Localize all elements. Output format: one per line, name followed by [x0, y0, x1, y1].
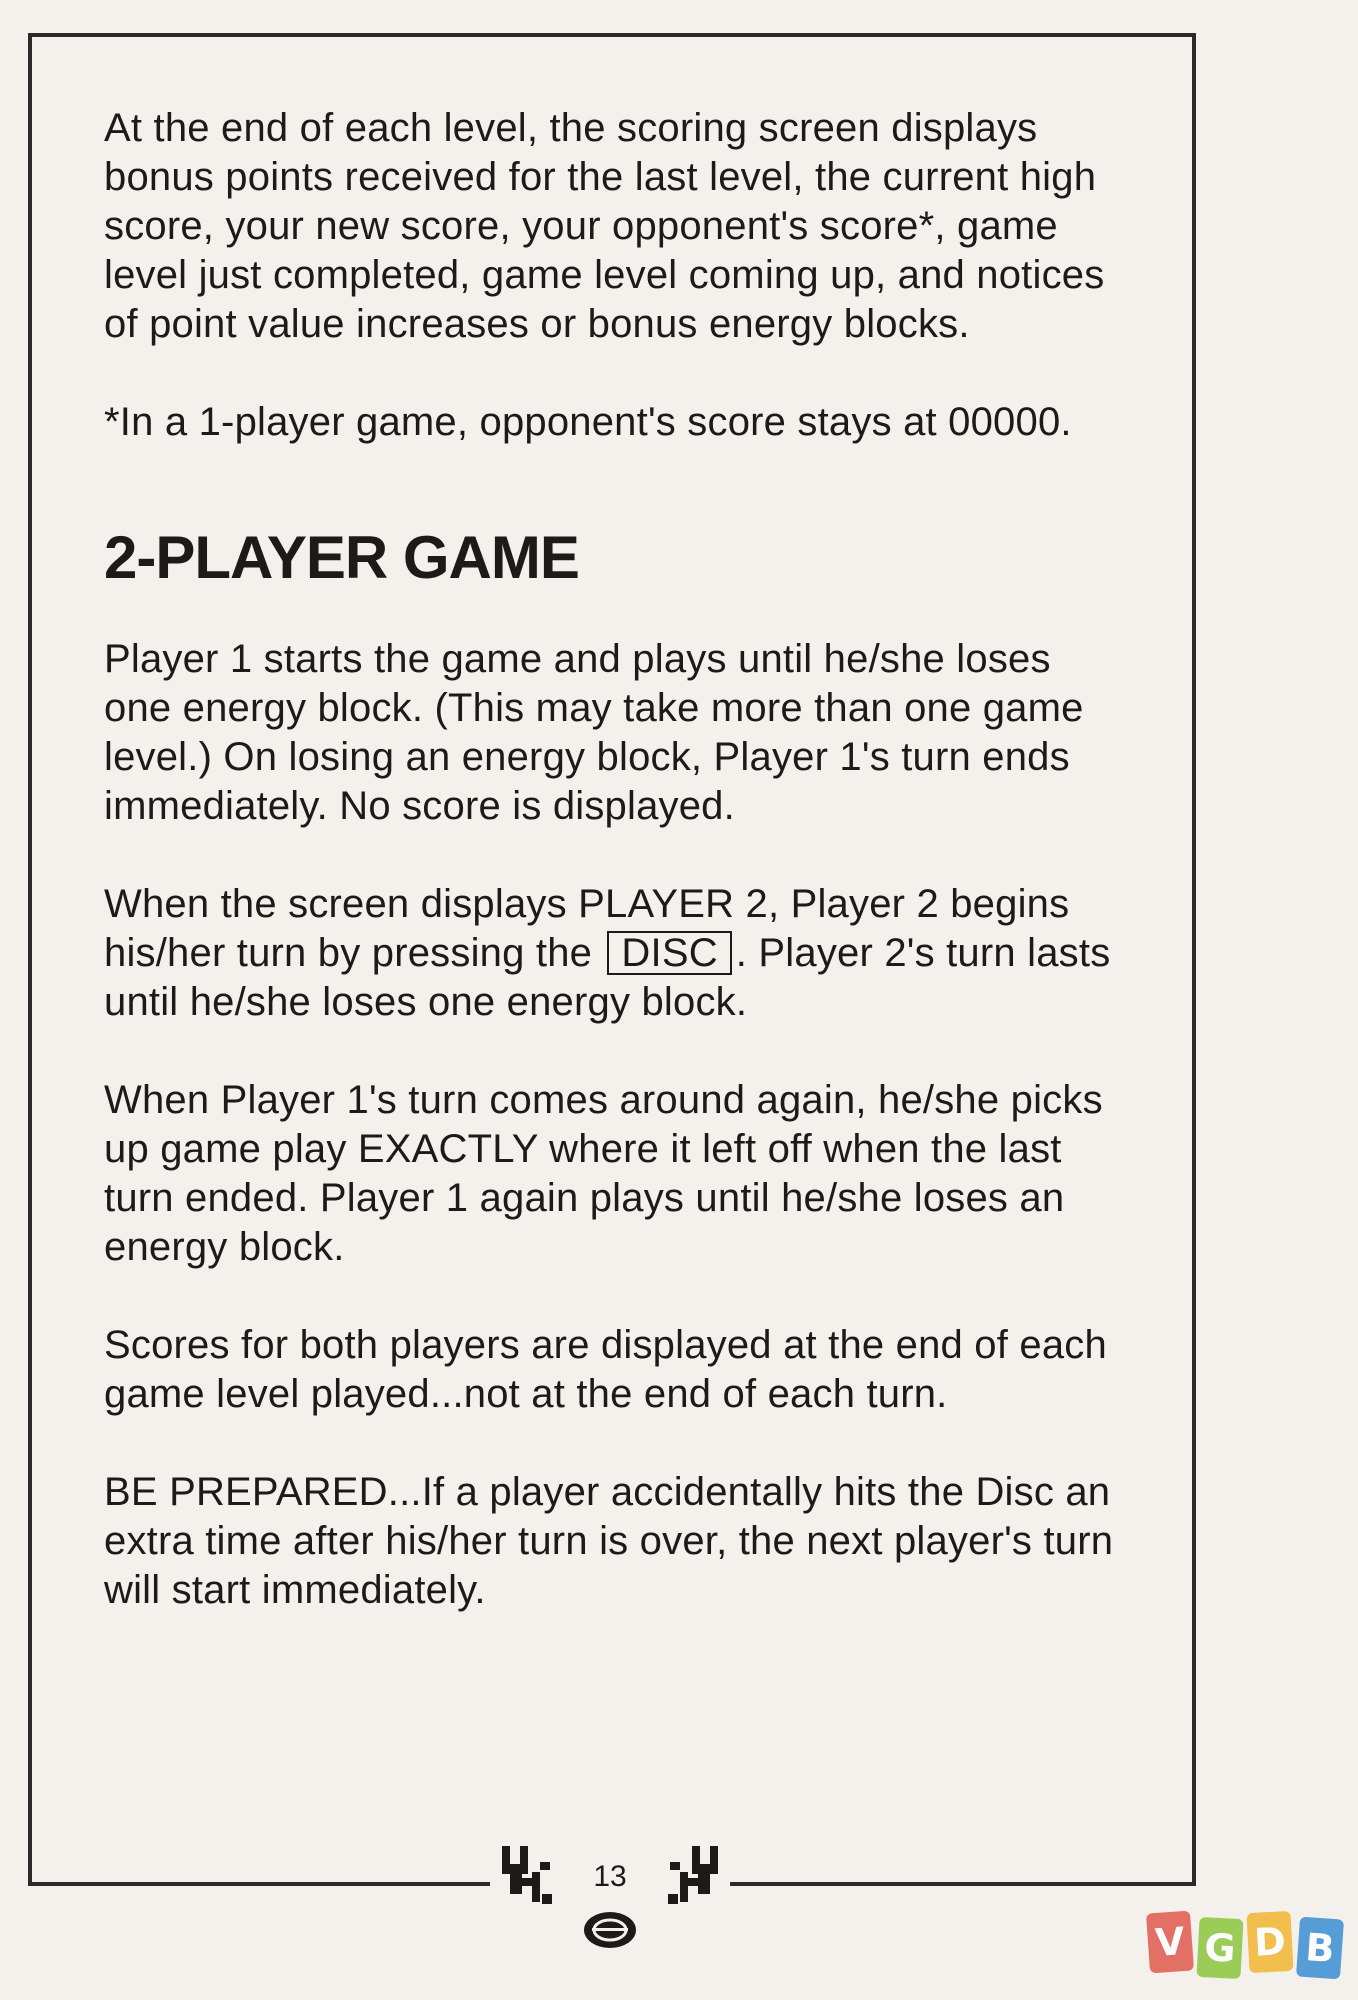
player1-paragraph: Player 1 starts the game and plays until he/she loses one energy block. (This may take more than one game level.) On losing an energy block, Player 1's turn ends immediately. No score is displayed.: [104, 637, 1084, 828]
footer-rule-right: [730, 1882, 1196, 1886]
be-prepared-paragraph: BE PREPARED...If a player accidentally hits the Disc an extra time after his/her turn is over, the next player's turn will start immediately.: [104, 1470, 1114, 1612]
disc-key-label: DISC: [607, 931, 731, 975]
player1-return-paragraph: When Player 1's turn comes around again, he/she picks up game play EXACTLY where it left off when the last turn ended. Player 1 again plays until he/she loses an energy block.: [104, 1078, 1103, 1269]
player2-paragraph: [104, 880, 1124, 1027]
watermark-letter-d: D: [1246, 1911, 1293, 1973]
scores-paragraph: Scores for both players are displayed at the end of each game level played...not at the end of each turn.: [104, 1323, 1107, 1416]
footer-rule-left: [28, 1882, 490, 1886]
watermark-letter-g: G: [1196, 1917, 1243, 1979]
tron-emblem-icon: [500, 1838, 720, 1958]
vgdb-watermark: [1148, 1912, 1342, 1984]
page-number: 13: [593, 1860, 627, 1893]
manual-text: [104, 104, 1124, 1664]
scoring-screen-paragraph: At the end of each level, the scoring screen displays bonus points received for the last level, the current high score, your new score, your opponent's score*, game level just completed, game level coming up, and notices of point value increases or bonus energy blocks.: [104, 106, 1105, 346]
player2-text-before: When the screen displays PLAYER 2, Player 2 begins his/her turn by pressing the: [104, 882, 1070, 975]
footnote: *In a 1-player game, opponent's score stays at 00000.: [104, 400, 1072, 444]
watermark-letter-b: B: [1296, 1917, 1344, 1980]
watermark-letter-v: V: [1146, 1911, 1194, 1974]
section-heading: 2-PLAYER GAME: [104, 524, 579, 591]
player2-text-after: . Player 2's turn lasts until he/she loses one energy block.: [104, 931, 1111, 1024]
